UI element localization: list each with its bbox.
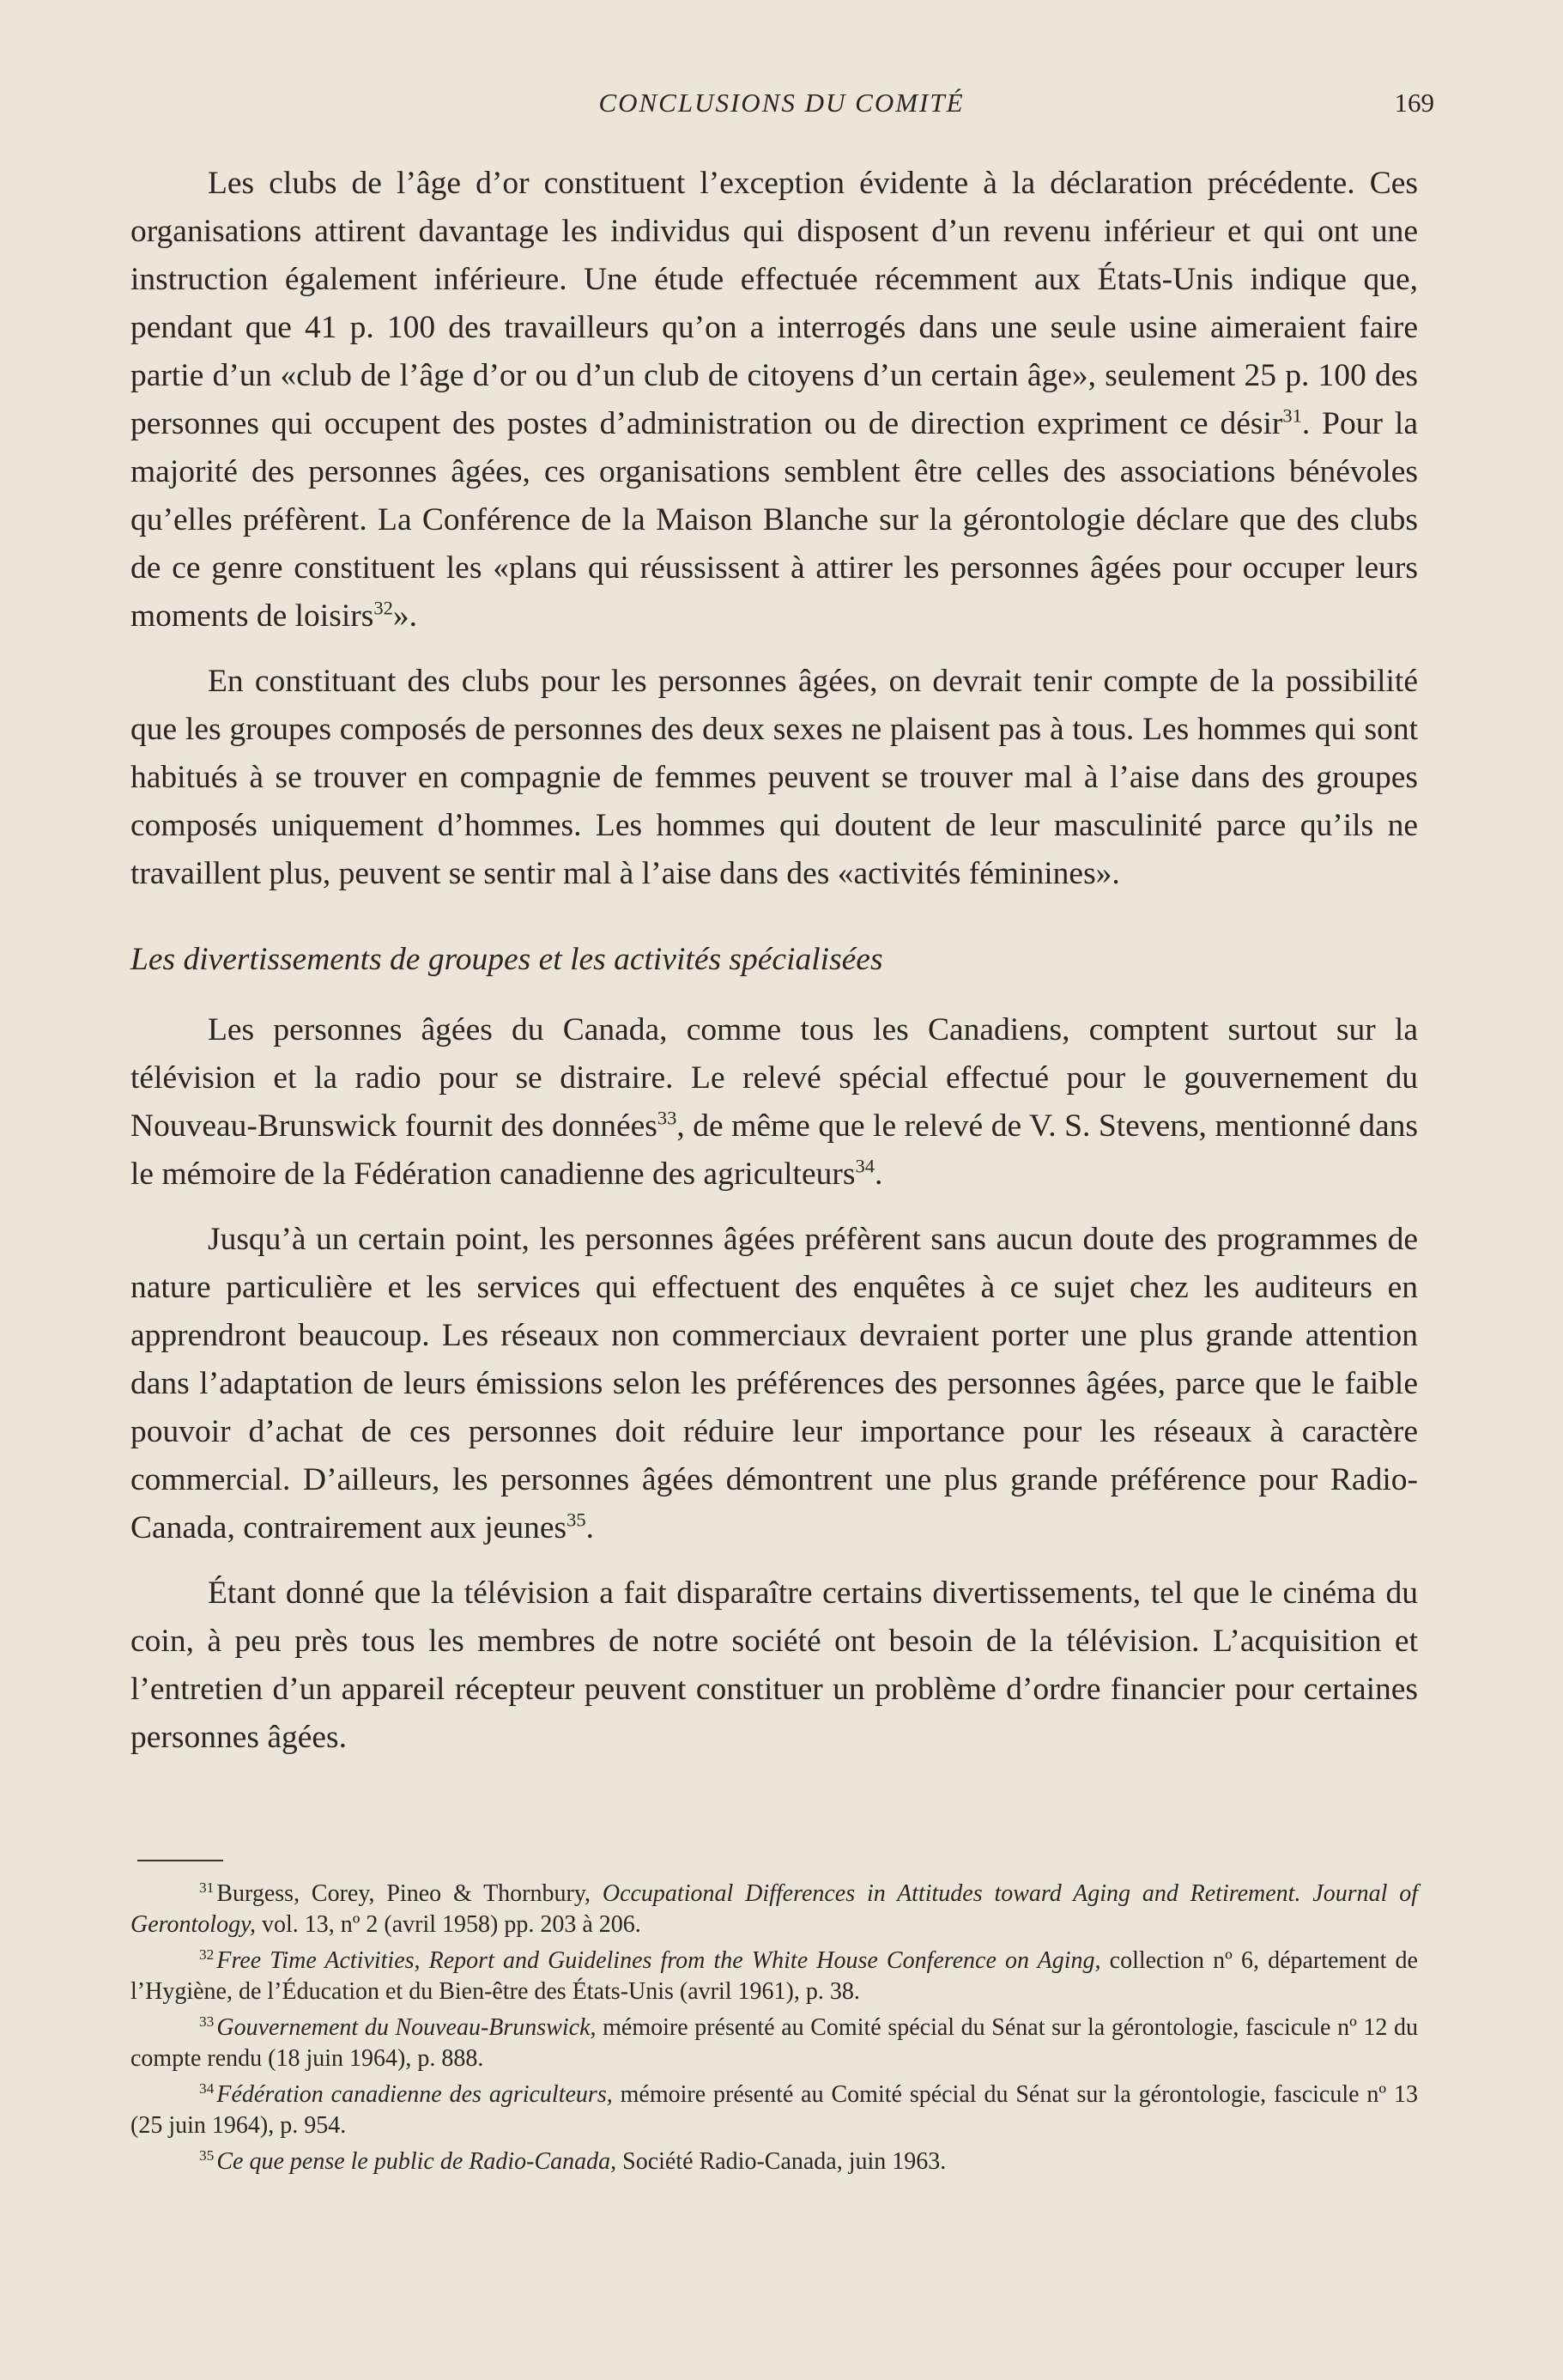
running-title: CONCLUSIONS DU COMITÉ <box>598 88 965 118</box>
paragraph-mixed-groups: En constituant des clubs pour les personnes âgées, on devrait tenir compte de la possibilité que les groupes composés de personnes des deux sexes ne plaisent pas à tous. Les hommes qui sont habitués à se trouver en compagnie de femmes peuvent se trouver mal à l’aise dans des groupes composés uniquement d’hommes. Les hommes qui doutent de leur masculinité parce qu’ils ne travaillent plus, peuvent se sentir mal à l’aise dans des «activités féminines». <box>130 664 1418 891</box>
text-run: . <box>874 1157 883 1192</box>
footnote-ref-31[interactable]: 31 <box>1282 404 1302 427</box>
text-run: Les clubs de l’âge d’or constituent l’exception évidente à la déclaration précédente. Ces organisations attirent davantage les individus qui disposent d’un revenu inférieur et qui ont une instruction également inférieure. Une étude effectuée récemment aux États-Unis indique que, pendant que 41 p. 100 des travailleurs qu’on a interrogés dans une seule usine aimeraient faire partie d’un «club de l’âge d’or ou d’un club de citoyens d’un certain âge», seulement 25 p. 100 des personnes qui occupent des postes d’administration ou de direction expriment ce désir <box>130 166 1418 441</box>
page-number: 169 <box>1394 88 1434 118</box>
footnote-text: Burgess, Corey, Pineo & Thornbury, <box>216 1880 603 1907</box>
text-run: . <box>585 1510 594 1545</box>
footnote-title: Gouvernement du Nouveau-Brunswick, <box>216 2014 597 2041</box>
running-header <box>129 88 1434 131</box>
footnote-ref-32[interactable]: 32 <box>373 597 393 619</box>
section-heading: Les divertissements de groupes et les activités spécialisées <box>130 942 883 977</box>
text-run: Jusqu’à un certain point, les personnes âgées préfèrent sans aucun doute des programmes de nature particulière et les services qui effectuent des enquêtes à ce sujet chez les auditeurs en apprendront beaucoup. Les réseaux non commerciaux devraient porter une plus grande attention dans l’adaptation de leurs émissions selon les préférences des personnes âgées, parce que le faible pouvoir d’achat de ces personnes doit réduire leur importance pour les réseaux à caractère commercial. D’ailleurs, les personnes âgées démontrent une plus grande préférence pour Radio-Canada, contrairement aux jeunes <box>130 1222 1418 1545</box>
text-run: . Pour la majorité des personnes âgées, ces organisations semblent être celles des associations bénévoles qu’elles préfèrent. La Conférence de la Maison Blanche sur la gérontologie déclare que des clubs de ce genre constituent les «plans qui réussissent à attirer les personnes âgées pour occuper leurs moments de loisirs <box>130 406 1418 634</box>
paragraph-tv-radio <box>130 1006 1418 1199</box>
footnote-ref-33[interactable]: 33 <box>657 1107 677 1129</box>
footnote-35 <box>130 2146 1418 2177</box>
paragraph-clubs-age-or <box>130 160 1418 641</box>
footnote-number: 35 <box>199 2146 215 2164</box>
footnote-31 <box>130 1879 1418 1940</box>
footnote-number: 34 <box>199 2079 215 2097</box>
footnote-text: Société Radio-Canada, juin 1963. <box>616 2148 947 2175</box>
footnote-title: Fédération canadienne des agriculteurs, <box>216 2081 613 2108</box>
footnote-title: Ce que pense le public de Radio-Canada, <box>216 2148 617 2175</box>
footnote-text: vol. 13, nº 2 (avril 1958) pp. 203 à 206. <box>255 1911 641 1938</box>
footnote-divider <box>137 1860 223 1861</box>
paragraph-television-cost: Étant donné que la télévision a fait disparaître certains divertissements, tel que le cinéma du coin, à peu près tous les membres de notre société ont besoin de la télévision. L’acquisition et l’entretien d’un appareil récepteur peuvent constituer un problème d’ordre financier pour certaines personnes âgées. <box>130 1576 1418 1755</box>
paragraph-programs <box>130 1216 1418 1552</box>
footnote-number: 31 <box>199 1879 215 1896</box>
footnote-text: mémoire présenté au Comité spécial du Sénat sur la gérontologie, fascicule nº 12 du compte rendu (18 juin 1964), p. 888. <box>130 2014 1419 2072</box>
footnote-text: collection nº 6, département de l’Hygiène, de l’Éducation et du Bien-être des États-Unis (avril 1961), p. 38. <box>130 1947 1418 2005</box>
footnote-34 <box>130 2079 1418 2141</box>
text-run: , de même que le relevé de V. S. Stevens, mentionné dans le mémoire de la Fédération canadienne des agriculteurs <box>130 1108 1419 1192</box>
footnote-number: 33 <box>199 2013 215 2030</box>
footnote-ref-34[interactable]: 34 <box>855 1155 875 1177</box>
text-run: ». <box>392 598 417 634</box>
footnotes <box>130 1879 1418 2183</box>
footnote-text: mémoire présenté au Comité spécial du Sénat sur la gérontologie, fascicule nº 13 (25 juin 1964), p. 954. <box>130 2081 1419 2139</box>
footnote-33 <box>130 2013 1418 2074</box>
footnote-title: Free Time Activities, Report and Guidelines from the White House Conference on Aging, <box>216 1947 1101 1974</box>
footnote-ref-35[interactable]: 35 <box>566 1509 586 1531</box>
footnote-number: 32 <box>199 1946 215 1963</box>
text-run: Les personnes âgées du Canada, comme tous les Canadiens, comptent surtout sur la télévision et la radio pour se distraire. Le relevé spécial effectué pour le gouvernement du Nouveau-Brunswick fournit des données <box>130 1012 1418 1144</box>
footnote-title: Occupational Differences in Attitudes toward Aging and Retirement. Journal of Gerontology, <box>130 1880 1419 1938</box>
footnote-32 <box>130 1946 1418 2007</box>
body-text <box>130 160 1418 1779</box>
